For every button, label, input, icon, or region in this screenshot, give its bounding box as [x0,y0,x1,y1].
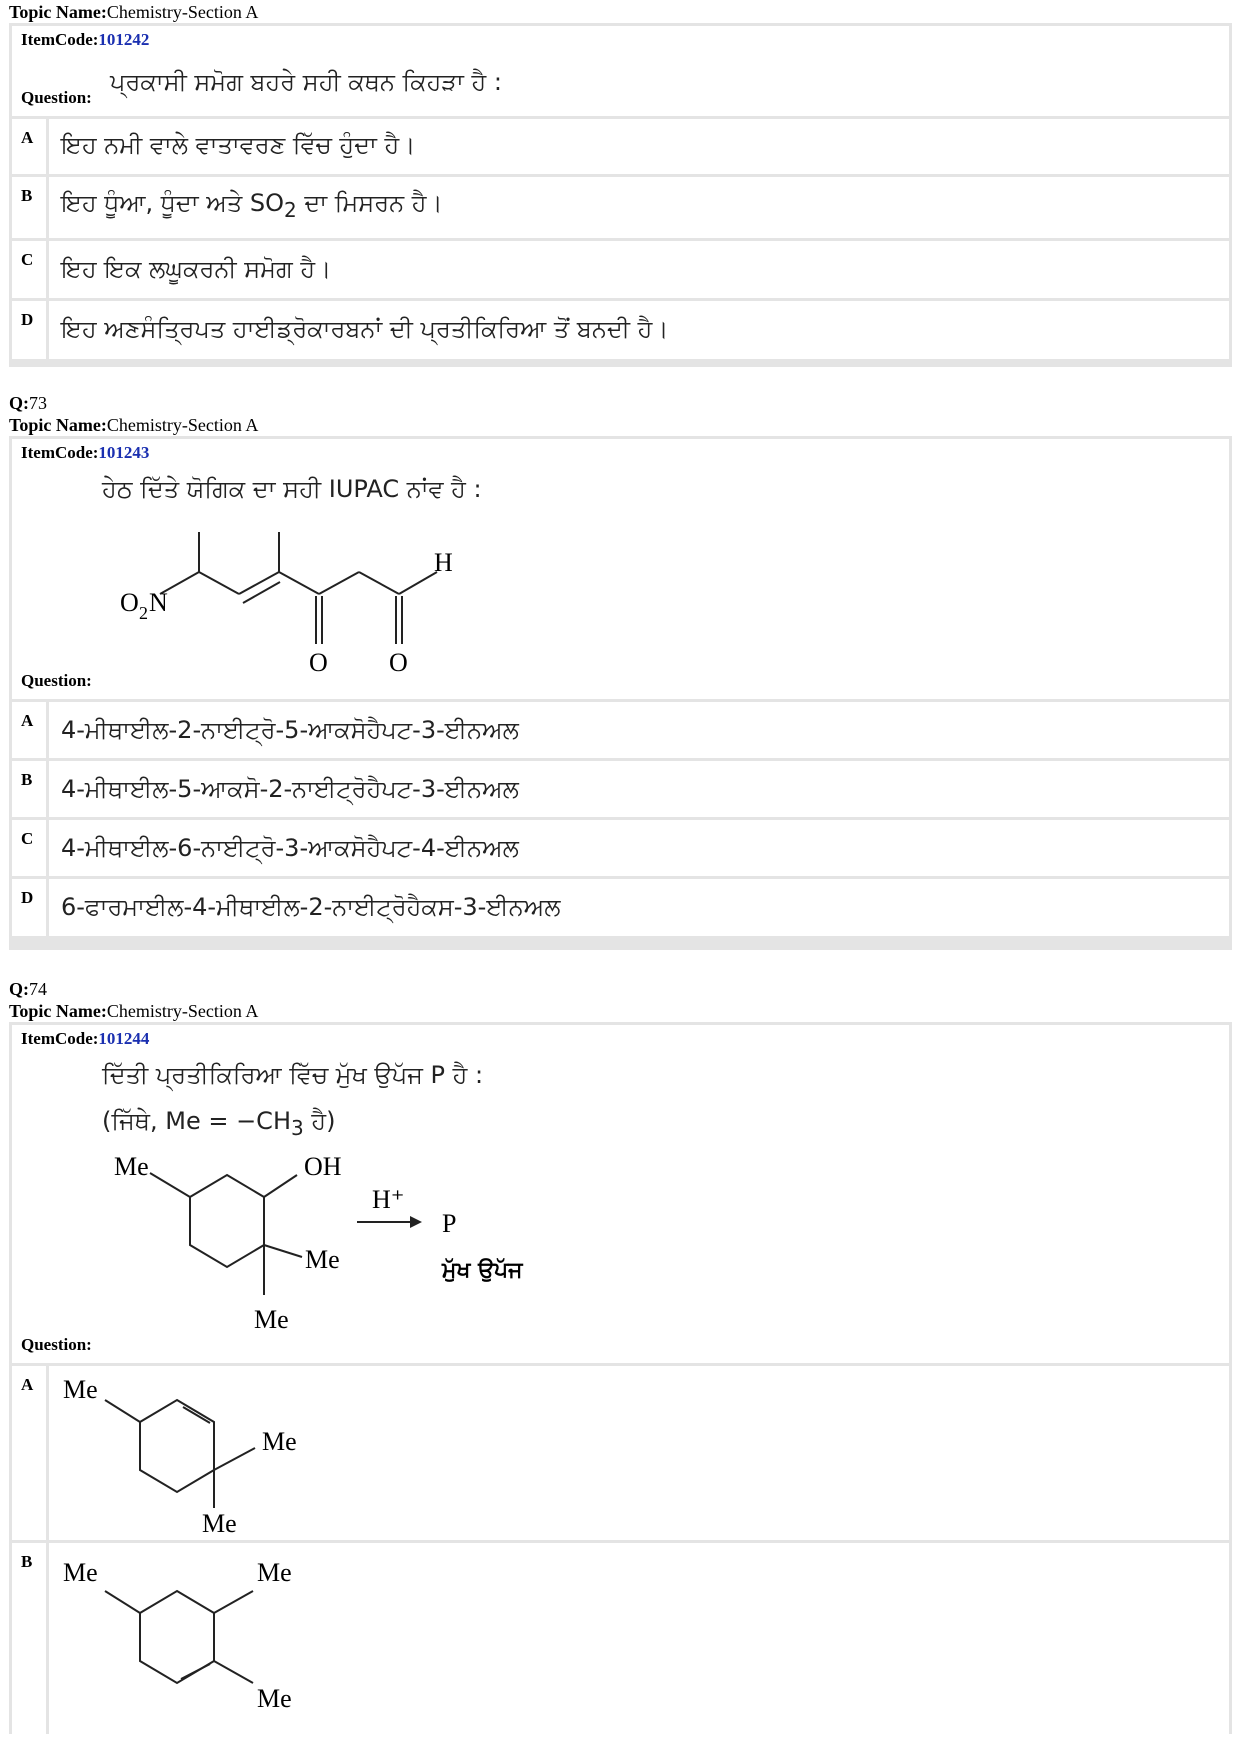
option-letter: C [12,820,46,876]
question-stem-line2: (ਜਿੱਥੇ, $Me = -CH_3$ ਹੈ) [102,1107,336,1140]
topic-line: Topic Name:Chemistry-Section A [9,415,259,435]
option-text: ਇਹ ਨਮੀ ਵਾਲੇ ਵਾਤਾਵਰਣ ਵਿੱਚ ਹੁੰਦਾ ਹੈ। [61,131,416,159]
option-letter: C [12,241,46,298]
option-a-structure [57,1370,357,1535]
option-text: 4-ਮੀਥਾਈਲ-5-ਆਕਸੋ-2-ਨਾਈਟ੍ਰੋਹੈਪਟ-3-ਈਨਅਲ [61,775,519,803]
ketone-o-label: O [309,648,328,677]
question-stem-line1: ਦਿੱਤੀ ਪ੍ਰਤੀਕਿਰਿਆ ਵਿੱਚ ਮੁੱਖ ਉਪੱਜ P ਹੈ : [102,1061,484,1089]
question-block-73 [9,436,1232,950]
option-a[interactable] [12,1366,1229,1540]
nitro-subscript: 2 [139,603,148,623]
reaction-diagram [92,1145,612,1365]
option-d[interactable] [12,301,1229,359]
question-cell [12,26,1229,116]
option-a-me-3: Me [202,1509,237,1535]
question-block-72 [9,23,1232,367]
topic-name: Chemistry-Section A [106,2,259,22]
me-label-2: Me [305,1245,340,1274]
question-stem: ਪ੍ਰਕਾਸੀ ਸਮੋਗ ਬਹਰੇ ਸਹੀ ਕਥਨ ਕਿਹੜਾ ਹੈ : [110,68,502,96]
option-b-me-2: Me [257,1558,292,1587]
me-label-1: Me [114,1152,149,1181]
me-label-3: Me [254,1305,289,1334]
aldehyde-h-label: H [434,548,453,577]
option-text: 4-ਮੀਥਾਈਲ-6-ਨਾਈਟ੍ਰੋ-3-ਆਕਸੋਹੈਪਟ-4-ਈਨਅਲ [61,834,519,862]
question-block-74 [9,1022,1232,1734]
option-text: ਇਹ ਇਕ ਲਘੂਕਰਨੀ ਸਮੋਗ ਹੈ। [61,255,332,283]
reagent-label: H⁺ [372,1185,405,1214]
question-label: Question: [21,1335,92,1354]
option-text: ਇਹ ਅਣਸੰਤ੍ਰਿਪਤ ਹਾਈਡ੍ਰੋਕਾਰਬਨਾਂ ਦੀ ਪ੍ਰਤੀਕਿਰਿਆ ਤੋਂ ਬਨਦੀ ਹੈ। [61,315,669,343]
question-label: Question: [21,88,92,107]
aldehyde-o-label: O [389,648,408,677]
question-cell [12,1025,1229,1363]
option-a-me-2: Me [262,1427,297,1456]
option-c[interactable] [12,241,1229,298]
option-a[interactable] [12,702,1229,758]
question-label: Question: [21,671,92,690]
item-code: ItemCode:101244 [21,1029,150,1048]
option-c[interactable] [12,820,1229,876]
question-number-line: Q:73 [9,393,47,413]
option-letter: A [12,119,46,174]
question-number: 74 [29,979,47,999]
option-b-me-1: Me [63,1558,98,1587]
question-stem: ਹੇਠ ਦਿੱਤੇ ਯੋਗਿਕ ਦਾ ਸਹੀ IUPAC ਨਾਂਵ ਹੈ : [102,475,482,503]
option-text: 4-ਮੀਥਾਈਲ-2-ਨਾਈਟ੍ਰੋ-5-ਆਕਸੋਹੈਪਟ-3-ਈਨਅਲ [61,716,519,744]
option-a-me-1: Me [63,1375,98,1404]
question-number: 73 [29,393,47,413]
option-d[interactable] [12,879,1229,936]
option-b[interactable] [12,1543,1229,1737]
option-letter: B [12,761,46,817]
item-code: ItemCode:101242 [21,30,150,49]
option-text: 6-ਫਾਰਮਾਈਲ-4-ਮੀਥਾਈਲ-2-ਨਾਈਟ੍ਰੋਹੈਕਸ-3-ਈਨਅਲ [61,893,561,921]
product-label: P [442,1209,457,1238]
option-letter: A [12,702,46,758]
option-b-structure [57,1547,357,1733]
question-cell [12,439,1229,699]
item-code: ItemCode:101243 [21,443,150,462]
question-number-line: Q:74 [9,979,47,999]
option-a[interactable] [12,119,1229,174]
option-letter: D [12,879,46,936]
structure-diagram [92,519,512,699]
option-letter: B [12,177,46,238]
option-letter: A [12,1366,46,1540]
nitro-o-label: O [120,588,139,617]
major-product-label: ਮੁੱਖ ਉਪੱਜ [442,1258,523,1283]
option-text: ਇਹ ਧੂੰਆ, ਧੂੰਦਾ ਅਤੇ $SO_2$ ਦਾ ਮਿਸਰਨ ਹੈ। [61,189,443,222]
oh-label: OH [304,1152,342,1181]
option-letter: B [12,1543,46,1737]
topic-line: Topic Name:Chemistry-Section A [9,2,259,22]
topic-line: Topic Name:Chemistry-Section A [9,1001,259,1021]
option-letter: D [12,301,46,359]
topic-name: Chemistry-Section A [106,415,259,435]
option-b[interactable] [12,761,1229,817]
option-b-me-3: Me [257,1684,292,1713]
topic-name: Chemistry-Section A [106,1001,259,1021]
nitro-n-label: N [149,588,168,617]
option-b[interactable] [12,177,1229,238]
